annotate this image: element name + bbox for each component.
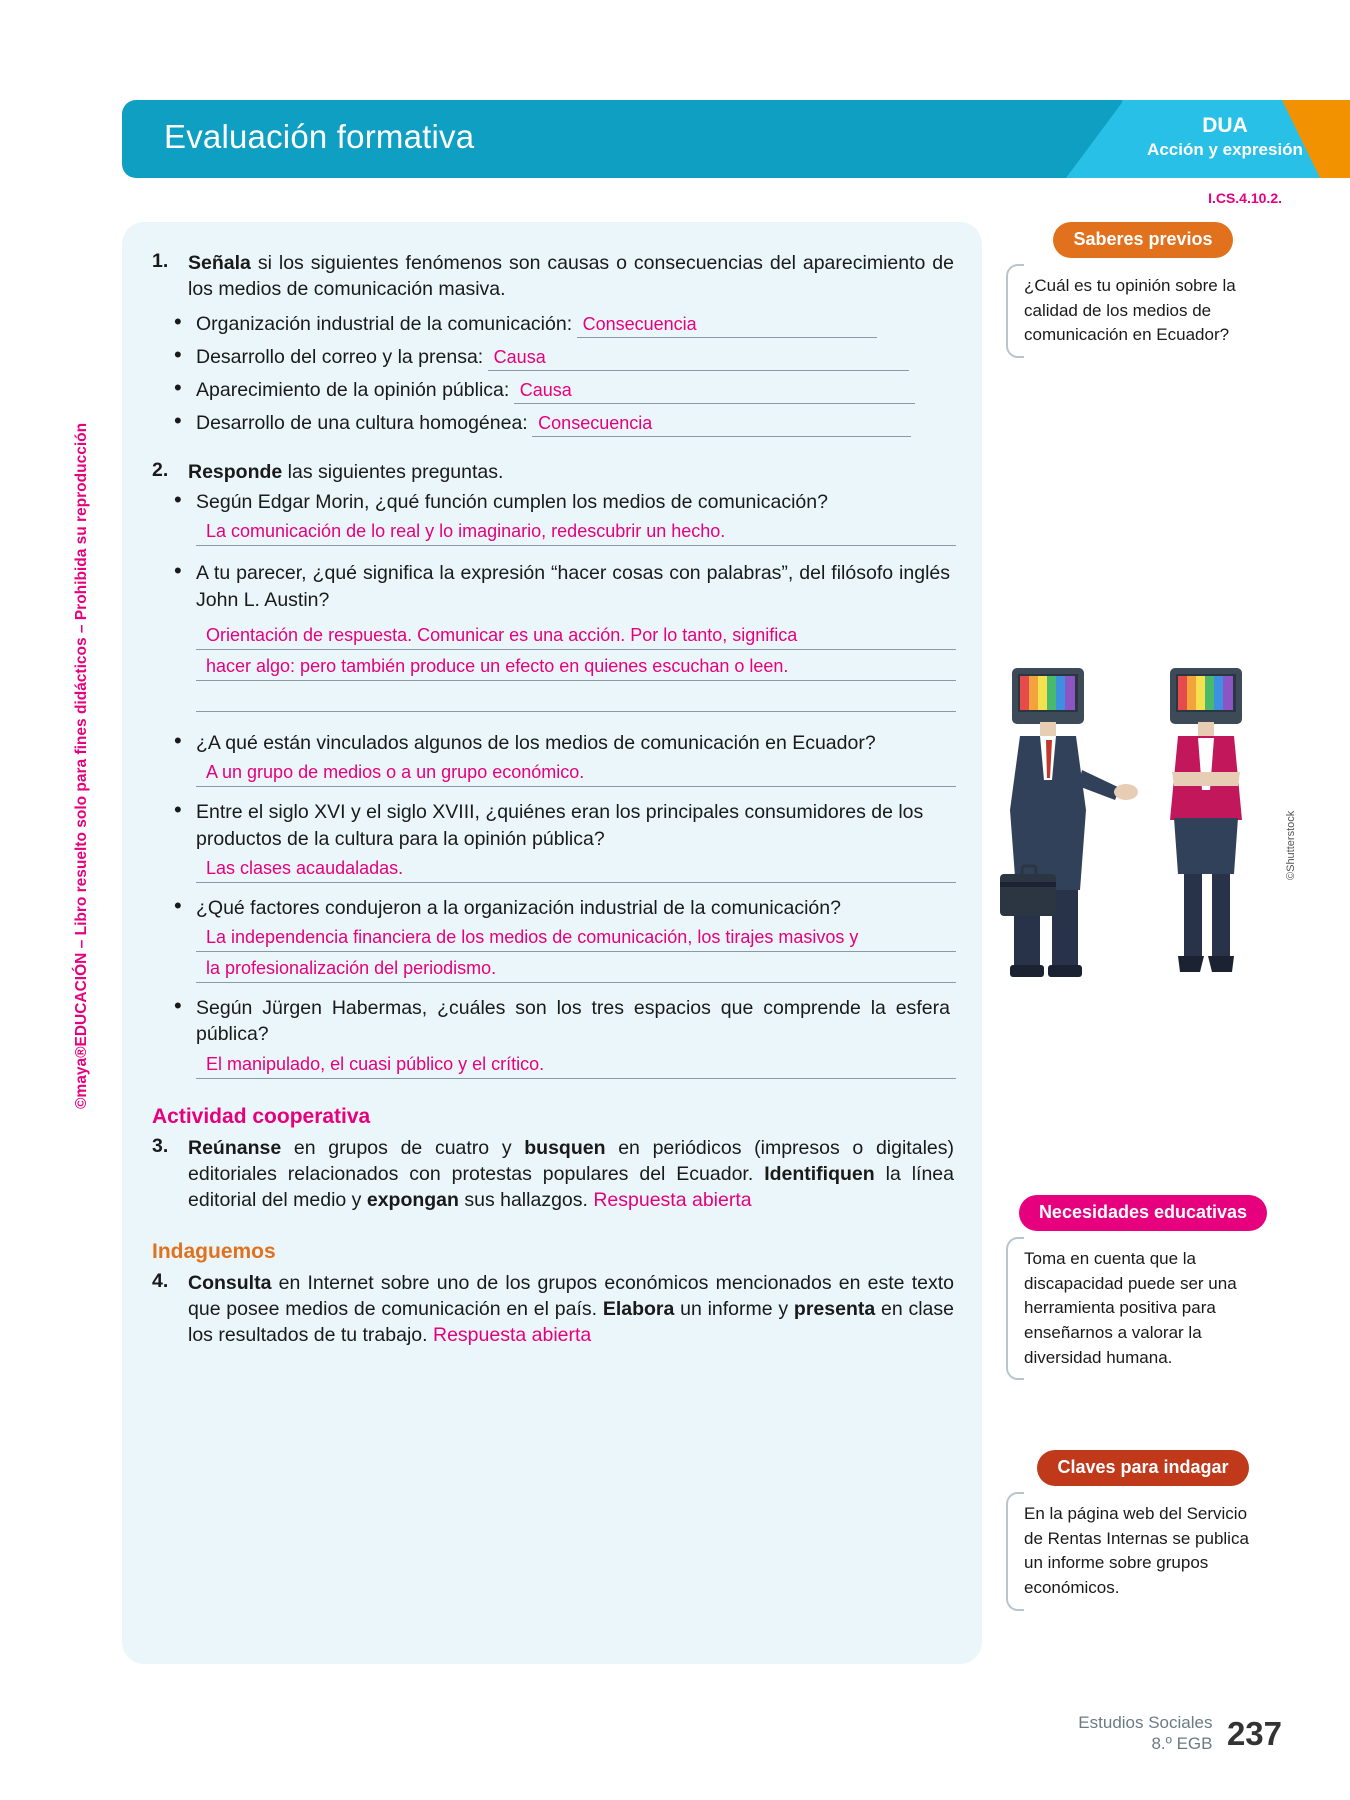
dua-title: DUA bbox=[1202, 114, 1248, 137]
sidebar-necesidades bbox=[1002, 1195, 1284, 1386]
claves-tag-wrap bbox=[1002, 1450, 1284, 1486]
saberes-tag-wrap bbox=[1002, 222, 1284, 258]
answer-line[interactable]: A un grupo de medios o a un grupo económico. bbox=[196, 762, 956, 787]
list-item bbox=[196, 489, 954, 546]
sub-question: • A tu parecer, ¿qué significa la expresión “hacer cosas con palabras”, del filósofo inglés John L. Austin? bbox=[196, 562, 950, 611]
question-1-items bbox=[152, 311, 954, 437]
question-2-items bbox=[152, 489, 954, 1079]
necesidades-note: Toma en cuenta que la discapacidad puede ser una herramienta positiva para enseñarnos a valorar la diversidad humana. bbox=[1002, 1235, 1284, 1386]
woman-figure bbox=[1170, 668, 1242, 972]
question-2-text bbox=[188, 459, 503, 485]
seg: en periódicos (impresos o digitales) editoriales relacionados con protestas populares del Ecuador. bbox=[188, 1136, 954, 1186]
sidebar bbox=[1002, 222, 1284, 364]
question-1-text bbox=[188, 250, 954, 303]
question-3 bbox=[152, 1135, 954, 1214]
question-4-number: 4. bbox=[152, 1269, 169, 1292]
sub-question: • Según Jürgen Habermas, ¿cuáles son los tres espacios que comprende la esfera pública? bbox=[196, 997, 950, 1046]
question-1-body: si los siguientes fenómenos son causas o consecuencias del aparecimiento de los medios de comunicación masiva. bbox=[188, 252, 954, 301]
list-item bbox=[196, 410, 954, 437]
seg: Reúnanse bbox=[188, 1136, 282, 1159]
claves-note: En la página web del Servicio de Rentas Internas se publica un informe sobre grupos económicos. bbox=[1002, 1490, 1284, 1617]
list-item bbox=[196, 344, 954, 371]
list-item bbox=[196, 377, 954, 404]
saberes-note: ¿Cuál es tu opinión sobre la calidad de los medios de comunicación en Ecuador? bbox=[1002, 262, 1284, 364]
question-2 bbox=[152, 459, 954, 485]
item-label: Desarrollo de una cultura homogénea: bbox=[196, 411, 528, 434]
open-answer-label: Respuesta abierta bbox=[593, 1189, 752, 1212]
seg: en Internet sobre uno de los grupos económicos mencionados en este texto que posee medios de comunicación en el país. bbox=[188, 1271, 954, 1320]
answer-line[interactable]: hacer algo: pero también produce un efecto en quienes escuchan o leen. bbox=[196, 656, 956, 681]
question-4 bbox=[152, 1270, 954, 1349]
question-2-body: las siguientes preguntas. bbox=[282, 460, 504, 483]
question-3-text bbox=[188, 1135, 954, 1214]
vertical-copyright-rest: ®EDUCACIÓN – Libro resuelto solo para fines didácticos – Prohibida su reproducción bbox=[73, 422, 90, 1058]
page-number: 237 bbox=[1226, 1714, 1282, 1752]
section-title-cooperativa: Actividad cooperativa bbox=[152, 1104, 371, 1128]
answer-field[interactable]: Causa bbox=[514, 380, 915, 404]
answer-field[interactable]: Consecuencia bbox=[577, 314, 877, 338]
list-item bbox=[196, 311, 954, 338]
item-label: Organización industrial de la comunicación: bbox=[196, 312, 573, 335]
answer-line-empty[interactable] bbox=[196, 687, 956, 712]
answer-field[interactable]: Consecuencia bbox=[532, 413, 911, 437]
question-3-number: 3. bbox=[152, 1134, 169, 1157]
seg: la línea editorial del medio y bbox=[188, 1163, 954, 1212]
answer-line[interactable]: Las clases acaudaladas. bbox=[196, 858, 956, 883]
list-item bbox=[196, 799, 954, 883]
sub-question: • ¿Qué factores condujeron a la organización industrial de la comunicación? bbox=[196, 896, 841, 919]
answer-field[interactable]: Causa bbox=[488, 347, 909, 371]
question-2-number: 2. bbox=[152, 458, 169, 481]
question-1-verb: Señala bbox=[188, 252, 251, 274]
seg: Identifiquen bbox=[764, 1163, 875, 1186]
vertical-copyright-text bbox=[73, 422, 91, 1109]
man-figure bbox=[1000, 668, 1138, 977]
list-item bbox=[196, 995, 954, 1079]
seg: en clase los resultados de tu trabajo. bbox=[188, 1298, 954, 1347]
sub-question: • Entre el siglo XVI y el siglo XVIII, ¿quiénes eran los principales consumidores de los productos de la cultura para la opinión pública? bbox=[196, 801, 924, 850]
item-label: Aparecimiento de la opinión pública: bbox=[196, 378, 510, 401]
footer bbox=[1078, 1713, 1282, 1754]
sidebar-claves bbox=[1002, 1450, 1284, 1617]
badge-saberes-previos: Saberes previos bbox=[1053, 222, 1232, 258]
curriculum-code: I.CS.4.10.2. bbox=[1208, 190, 1282, 206]
answer-line[interactable]: El manipulado, el cuasi público y el crítico. bbox=[196, 1054, 956, 1079]
sub-question: • Según Edgar Morin, ¿qué función cumplen los medios de comunicación? bbox=[196, 490, 828, 513]
seg: sus hallazgos. bbox=[458, 1189, 594, 1212]
necesidades-tag-wrap bbox=[1002, 1195, 1284, 1231]
footer-subject-block bbox=[1078, 1713, 1212, 1754]
footer-subject: Estudios Sociales bbox=[1078, 1713, 1213, 1733]
sub-question: • ¿A qué están vinculados algunos de los medios de comunicación en Ecuador? bbox=[196, 731, 876, 754]
question-4-text bbox=[188, 1270, 954, 1349]
footer-grade: 8.º EGB bbox=[1151, 1733, 1213, 1753]
list-item bbox=[196, 730, 954, 787]
header-banner bbox=[122, 100, 1303, 178]
badge-claves-para-indagar: Claves para indagar bbox=[1037, 1450, 1248, 1486]
maya-logo: ©maya bbox=[73, 1057, 90, 1109]
item-label: Desarrollo del correo y la prensa: bbox=[196, 345, 484, 368]
page-title: Evaluación formativa bbox=[164, 118, 475, 155]
seg: un informe y bbox=[674, 1298, 794, 1320]
answer-line[interactable]: La comunicación de lo real y lo imaginario, redescubrir un hecho. bbox=[196, 521, 956, 546]
seg: busquen bbox=[524, 1136, 606, 1159]
seg: presenta bbox=[793, 1298, 876, 1320]
section-title-indaguemos: Indaguemos bbox=[152, 1239, 276, 1263]
answer-line[interactable]: Orientación de respuesta. Comunicar es una acción. Por lo tanto, significa bbox=[196, 625, 956, 650]
answer-line[interactable]: la profesionalización del periodismo. bbox=[196, 958, 956, 983]
dua-subtitle: Acción y expresión bbox=[1147, 140, 1303, 159]
list-item bbox=[196, 895, 954, 983]
seg: en grupos de cuatro y bbox=[281, 1136, 525, 1159]
seg: expongan bbox=[366, 1189, 459, 1212]
illustration-svg bbox=[1000, 660, 1300, 990]
answer-line[interactable]: La independencia financiera de los medios de comunicación, los tirajes masivos y bbox=[196, 927, 956, 952]
illustration-tv-heads bbox=[1000, 660, 1300, 990]
seg: Elabora bbox=[602, 1298, 675, 1320]
open-answer-label: Respuesta abierta bbox=[432, 1324, 592, 1347]
list-item bbox=[196, 560, 954, 712]
badge-necesidades-educativas: Necesidades educativas bbox=[1019, 1195, 1267, 1231]
question-1 bbox=[152, 250, 954, 303]
question-2-verb: Responde bbox=[188, 460, 283, 483]
question-1-number: 1. bbox=[152, 250, 169, 272]
seg: Consulta bbox=[188, 1271, 272, 1294]
exercise-panel bbox=[122, 222, 982, 1664]
image-credit: ©Shutterstock bbox=[1285, 810, 1297, 880]
